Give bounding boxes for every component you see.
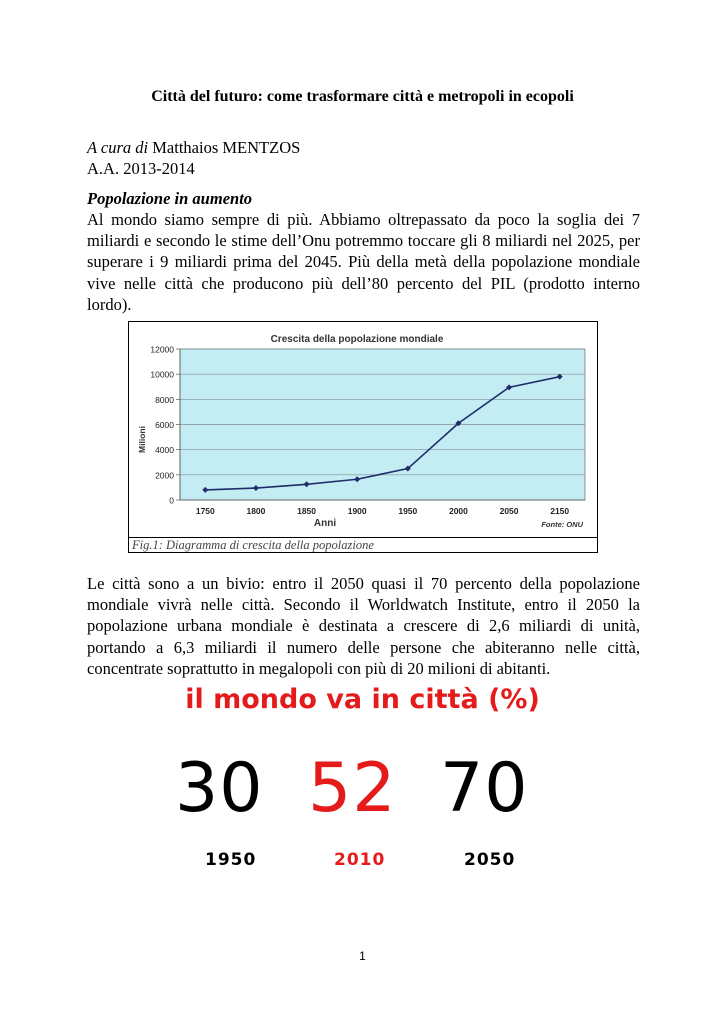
author-prefix: A cura di [87,138,149,157]
x-axis-label: Anni [313,518,337,529]
x-tick-label: 1750 [195,506,215,516]
source-note: Fonte: ONU [541,520,583,529]
chart-title: Crescita della popolazione mondiale [270,334,444,345]
paragraph-cities: Le città sono a un bivio: entro il 2050 quasi il 70 percento della popolazione mondiale vivrà nelle città. Secondo il Worldwatch Institute, entro il 2050 la popolazione urbana mondiale è destinata a crescere di 2,6 miliardi di unità, portando a 6,3 miliardi il numero delle persone che abiteranno nelle città, concentrate soprattutto in megalopoli con più di 20 milioni di abitanti. [87,574,640,678]
infographic-value-2050: 70 [440,749,529,828]
x-tick-label: 2150 [550,506,570,516]
y-tick-label: 6000 [155,420,174,430]
x-tick-label: 1800 [246,506,266,516]
y-tick-label: 12000 [150,344,174,355]
author-name: Matthaios MENTZOS [152,138,301,157]
x-tick-label: 2000 [448,506,468,516]
section-heading: Popolazione in aumento [87,189,253,208]
academic-year: A.A. 2013-2014 [87,159,195,178]
x-tick-label: 1950 [398,506,418,516]
y-axis-label: Milioni [137,426,147,453]
x-tick-label: 2050 [499,506,519,516]
y-tick-label: 4000 [155,445,174,456]
infographic-year-2010: 2010 [334,850,386,870]
population-line-chart [132,325,594,537]
page-number: 1 [359,949,366,963]
infographic-year-2050: 2050 [464,850,516,870]
x-tick-label: 1900 [347,506,367,516]
y-tick-label: 2000 [155,470,174,481]
figure-caption: Fig.1: Diagramma di crescita della popolazione [129,537,597,552]
y-tick-label: 0 [169,495,174,506]
infographic-value-1950: 30 [175,749,264,828]
author-line [87,137,300,158]
y-tick-label: 10000 [150,369,174,380]
x-tick-label: 1850 [297,506,317,516]
infographic-heading: il mondo va in città (%) [185,684,540,715]
paragraph-population: Al mondo siamo sempre di più. Abbiamo oltrepassato da poco la soglia dei 7 miliardi e secondo le stime dell’Onu potremmo toccare gli 8 miliardi nel 2025, per superare i 9 miliardi prima del 2045. Più della metà della popolazione mondiale vive nelle città che producono più dell’80 percento del PIL (prodotto interno lordo). [87,210,640,314]
figure-population-chart [128,321,598,553]
document-title: Città del futuro: come trasformare città e metropoli in ecopoli [151,88,574,105]
y-tick-label: 8000 [155,394,174,405]
infographic-year-1950: 1950 [205,850,257,870]
infographic-value-2010: 52 [308,749,397,828]
chart-panel [132,325,594,537]
